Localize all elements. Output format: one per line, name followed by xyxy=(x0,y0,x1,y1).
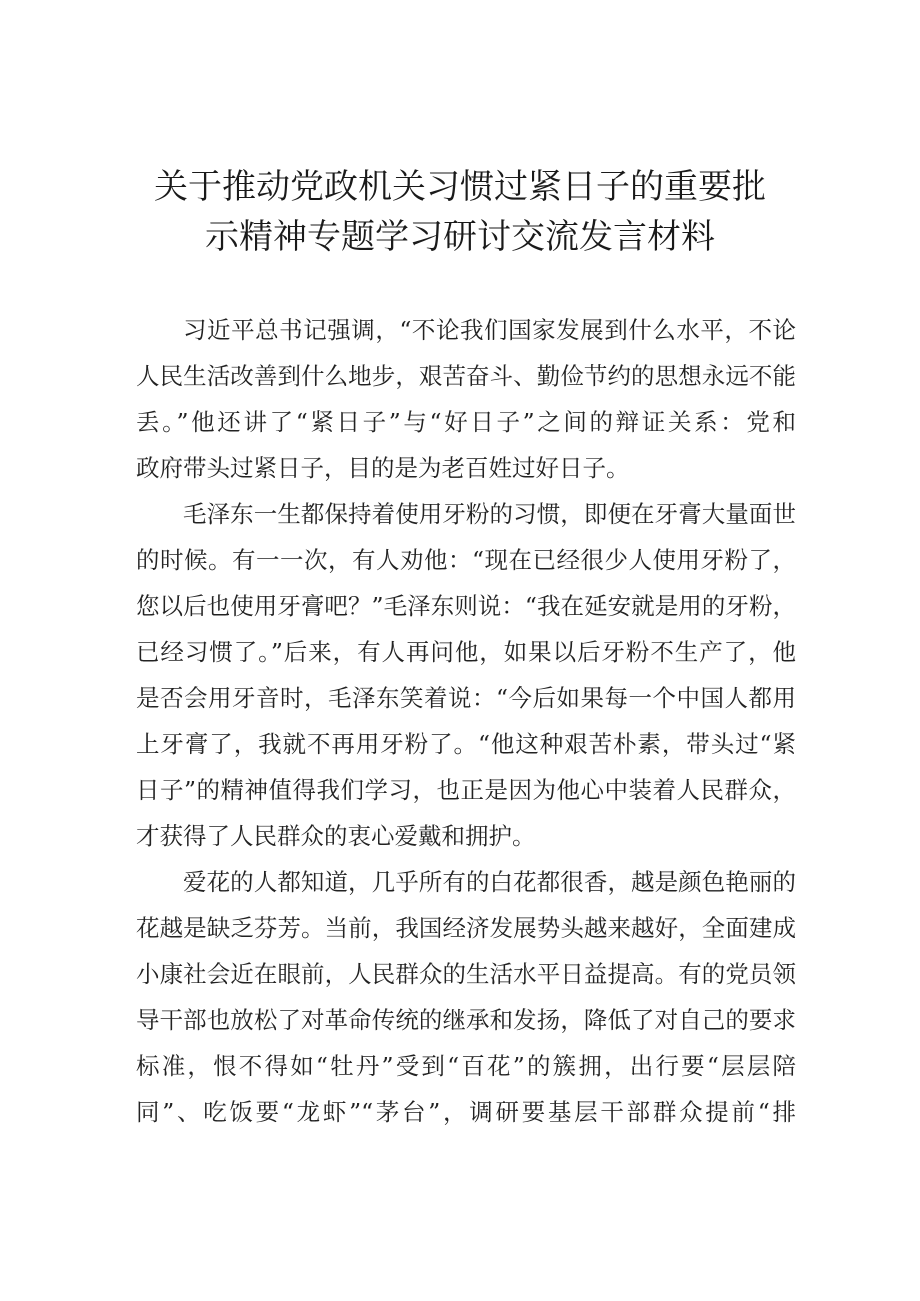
paragraph-1 xyxy=(136,307,796,491)
text-line: 标准，恨不得如“牡丹”受到“百花”的簇拥，出行要“层层陪 xyxy=(136,1052,796,1080)
text-line: 习近平总书记强调，“不论我们国家发展到什么水平，不论 xyxy=(183,316,796,344)
text-line: 丢。”他还讲了“紧日子”与“好日子”之间的辩证关系：党和 xyxy=(136,408,796,436)
text-line: 导干部也放松了对革命传统的继承和发扬，降低了对自己的要求 xyxy=(136,1006,796,1034)
text-line: 日子”的精神值得我们学习，也正是因为他心中装着人民群众， xyxy=(136,776,796,804)
document-body xyxy=(136,307,796,1135)
text-line: 毛泽东一生都保持着使用牙粉的习惯，即便在牙膏大量面世 xyxy=(183,500,796,528)
text-line: 同”、吃饭要“龙虾”“茅台”，调研要基层干部群众提前“排 xyxy=(136,1098,796,1126)
text-line: 爱花的人都知道，几乎所有的白花都很香，越是颜色艳丽的 xyxy=(183,868,796,896)
text-line: 花越是缺乏芬芳。当前，我国经济发展势头越来越好，全面建成 xyxy=(136,914,796,942)
text-line: 小康社会近在眼前，人民群众的生活水平日益提高。有的党员领 xyxy=(136,960,796,988)
title-line-2: 示精神专题学习研讨交流发言材料 xyxy=(205,217,715,257)
text-line: 人民生活改善到什么地步，艰苦奋斗、勤俭节约的思想永远不能 xyxy=(136,362,796,390)
paragraph-3 xyxy=(136,859,796,1135)
text-line: 政府带头过紧日子，目的是为老百姓过好日子。 xyxy=(136,454,630,482)
text-line: 的时候。有一一次，有人劝他：“现在已经很少人使用牙粉了， xyxy=(136,546,796,574)
text-line: 已经习惯了。”后来，有人再问他，如果以后牙粉不生产了，他 xyxy=(136,638,796,666)
paragraph-2 xyxy=(136,491,796,859)
text-line: 上牙膏了，我就不再用牙粉了。“他这种艰苦朴素，带头过“紧 xyxy=(136,730,796,758)
text-line: 才获得了人民群众的衷心爱戴和拥护。 xyxy=(136,822,536,850)
text-line: 是否会用牙音时，毛泽东笑着说：“今后如果每一个中国人都用 xyxy=(136,684,796,712)
text-line: 您以后也使用牙膏吧？”毛泽东则说：“我在延安就是用的牙粉， xyxy=(136,592,796,620)
document-title xyxy=(100,162,820,262)
title-line-1: 关于推动党政机关习惯过紧日子的重要批 xyxy=(154,167,766,207)
